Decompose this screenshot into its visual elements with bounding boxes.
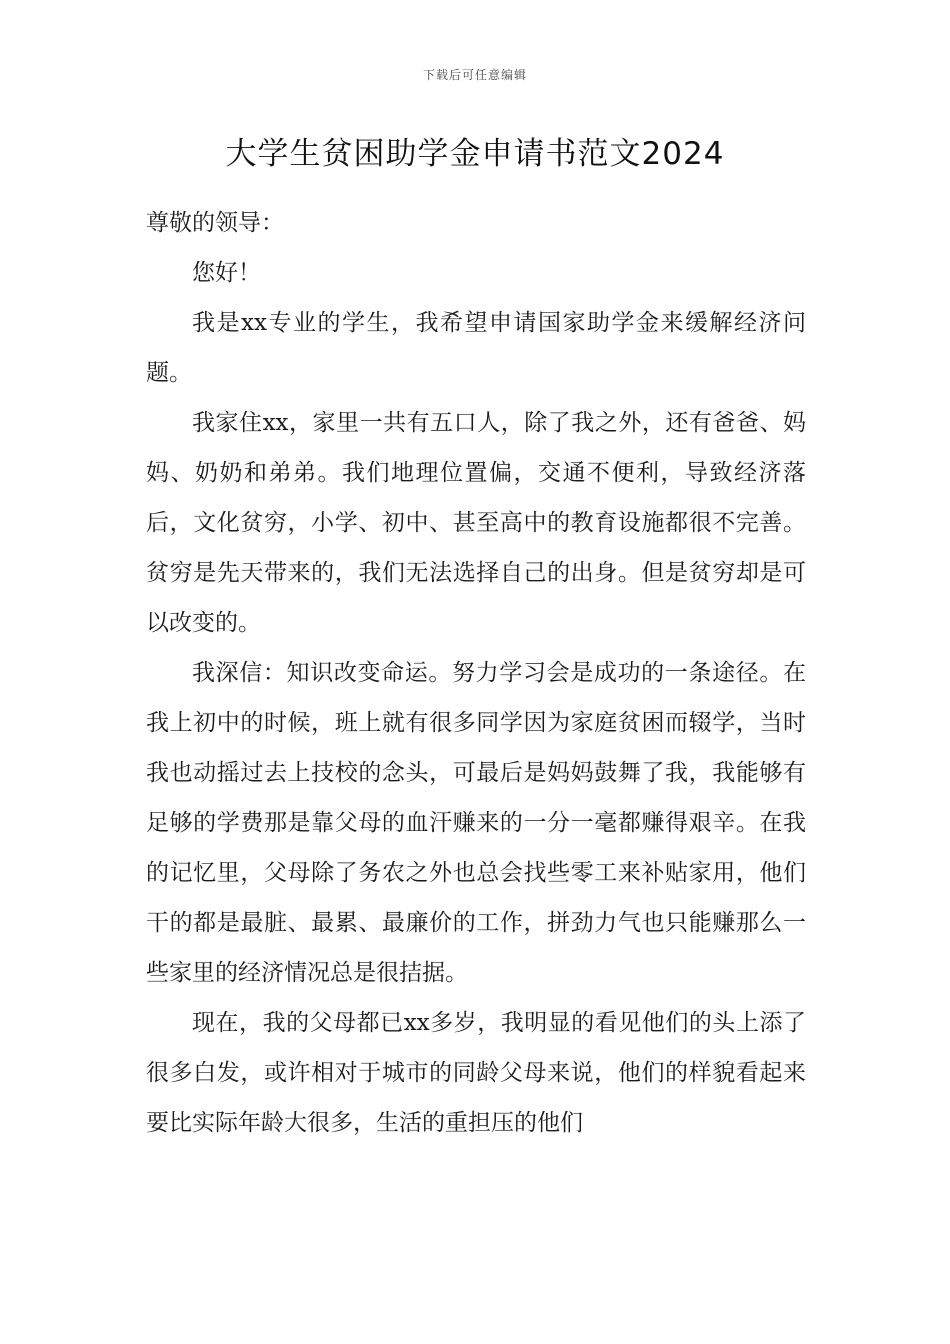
- salutation: 尊敬的领导：: [146, 210, 284, 236]
- paragraph-greeting: 您好！: [192, 260, 261, 286]
- header-note: 下载后可任意编辑: [422, 68, 527, 82]
- document-body: [146, 198, 806, 1148]
- paragraph-parents: 现在，我的父母都已xx多岁，我明显的看见他们的头上添了很多白发，或许相对于城市的同龄父母来说，他们的样貌看起来要比实际年龄大很多，生活的重担压的他们: [146, 1010, 806, 1136]
- document-title: 大学生贫困助学金申请书范文2024: [225, 136, 725, 172]
- paragraph-family: 我家住xx，家里一共有五口人，除了我之外，还有爸爸、妈妈、奶奶和弟弟。我们地理位置偏，交通不便利，导致经济落后，文化贫穷，小学、初中、甚至高中的教育设施都很不完善。贫穷是先天带来的，我们无法选择自己的出身。但是贫穷却是可以改变的。: [146, 410, 806, 636]
- paragraph-intro: 我是xx专业的学生，我希望申请国家助学金来缓解经济问题。: [146, 310, 806, 386]
- paragraph-belief: 我深信：知识改变命运。努力学习会是成功的一条途径。在我上初中的时候，班上就有很多同学因为家庭贫困而辍学，当时我也动摇过去上技校的念头，可最后是妈妈鼓舞了我，我能够有足够的学费那是靠父母的血汗赚来的一分一毫都赚得艰辛。在我的记忆里，父母除了务农之外也总会找些零工来补贴家用，他们干的都是最脏、最累、最廉价的工作，拼劲力气也只能赚那么一些家里的经济情况总是很拮据。: [146, 660, 806, 986]
